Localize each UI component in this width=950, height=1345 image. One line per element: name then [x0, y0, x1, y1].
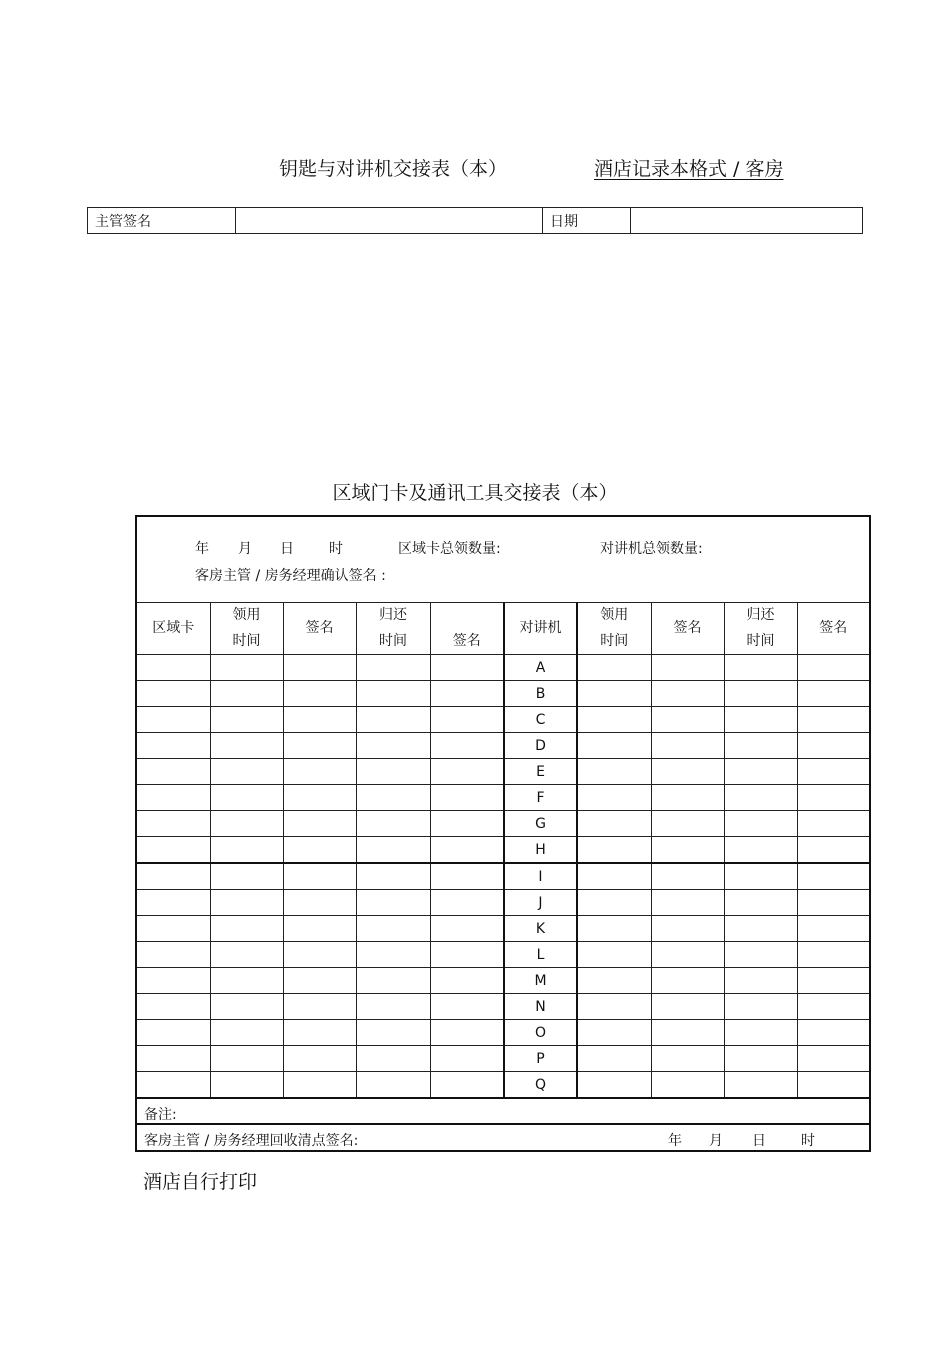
entry-cell[interactable]	[724, 863, 797, 890]
entry-cell[interactable]	[210, 759, 283, 785]
entry-cell[interactable]	[430, 890, 504, 916]
col-return-time: 归还 时间	[356, 602, 430, 655]
entry-cell[interactable]	[210, 968, 283, 994]
entry-cell[interactable]	[430, 811, 504, 837]
entry-cell[interactable]	[577, 759, 651, 785]
entry-cell[interactable]	[283, 785, 356, 811]
entry-cell[interactable]	[724, 1072, 797, 1098]
entry-cell[interactable]	[210, 655, 283, 681]
col-area-card: 区域卡	[137, 602, 210, 655]
radio-id-cell: P	[504, 1046, 577, 1072]
entry-cell[interactable]	[283, 994, 356, 1020]
entry-cell[interactable]	[577, 890, 651, 916]
entry-cell[interactable]	[283, 916, 356, 942]
entry-cell[interactable]	[283, 759, 356, 785]
entry-cell[interactable]	[356, 994, 430, 1020]
entry-cell[interactable]	[430, 837, 504, 864]
entry-cell[interactable]	[724, 968, 797, 994]
recover-sign-label: 客房主管 / 房务经理回收清点签名:	[144, 1133, 359, 1149]
col-radio-sign-2: 签名	[797, 602, 869, 655]
entry-cell[interactable]	[356, 707, 430, 733]
entry-cell[interactable]	[577, 968, 651, 994]
confirm-sign-label: 客房主管 / 房务经理确认签名 :	[195, 568, 386, 584]
column-header-row	[137, 602, 869, 655]
radio-id-cell: I	[504, 863, 577, 890]
table-row	[137, 1072, 869, 1098]
entry-cell[interactable]	[724, 942, 797, 968]
entry-cell[interactable]	[651, 837, 724, 864]
radio-id-cell: D	[504, 733, 577, 759]
entry-cell[interactable]	[724, 994, 797, 1020]
entry-cell[interactable]	[430, 942, 504, 968]
table-row	[137, 1046, 869, 1072]
entry-cell[interactable]	[797, 707, 869, 733]
header-month: 月	[238, 541, 252, 557]
radio-id-cell: Q	[504, 1072, 577, 1098]
entry-cell[interactable]	[356, 785, 430, 811]
entry-cell[interactable]	[724, 837, 797, 864]
entry-cell[interactable]	[210, 837, 283, 864]
table-row	[137, 994, 869, 1020]
recover-day: 日	[752, 1133, 766, 1149]
entry-cell[interactable]	[797, 811, 869, 837]
entry-cell[interactable]	[797, 655, 869, 681]
table-row	[137, 811, 869, 837]
entry-cell[interactable]	[137, 811, 210, 837]
entry-cell[interactable]	[577, 733, 651, 759]
entry-cell[interactable]	[724, 916, 797, 942]
entry-cell[interactable]	[577, 655, 651, 681]
entry-cell[interactable]	[651, 916, 724, 942]
remarks-label: 备注:	[144, 1107, 177, 1123]
entry-cell[interactable]	[137, 916, 210, 942]
table-row	[137, 681, 869, 707]
entry-cell[interactable]	[137, 1046, 210, 1072]
entry-cell[interactable]	[283, 707, 356, 733]
radio-id-cell: G	[504, 811, 577, 837]
entry-cell[interactable]	[356, 759, 430, 785]
grid-body	[137, 655, 869, 1098]
col-radio-sign: 签名	[651, 602, 724, 655]
entry-cell[interactable]	[651, 785, 724, 811]
entry-cell[interactable]	[651, 942, 724, 968]
entry-cell[interactable]	[430, 707, 504, 733]
entry-cell[interactable]	[430, 759, 504, 785]
entry-cell[interactable]	[797, 759, 869, 785]
table-row	[137, 942, 869, 968]
entry-cell[interactable]	[210, 733, 283, 759]
entry-cell[interactable]	[797, 1020, 869, 1046]
table-row	[137, 785, 869, 811]
entry-cell[interactable]	[210, 1020, 283, 1046]
entry-cell[interactable]	[210, 863, 283, 890]
entry-cell[interactable]	[797, 994, 869, 1020]
entry-cell[interactable]	[651, 811, 724, 837]
entry-cell[interactable]	[430, 785, 504, 811]
entry-cell[interactable]	[651, 733, 724, 759]
entry-cell[interactable]	[430, 916, 504, 942]
entry-cell[interactable]	[724, 707, 797, 733]
entry-cell[interactable]	[797, 837, 869, 864]
radio-id-cell: A	[504, 655, 577, 681]
date-field[interactable]	[631, 208, 863, 234]
entry-cell[interactable]	[356, 655, 430, 681]
entry-cell[interactable]	[577, 863, 651, 890]
entry-cell[interactable]	[651, 681, 724, 707]
entry-cell[interactable]	[137, 785, 210, 811]
entry-cell[interactable]	[356, 1072, 430, 1098]
entry-cell[interactable]	[137, 942, 210, 968]
entry-cell[interactable]	[724, 811, 797, 837]
entry-cell[interactable]	[577, 942, 651, 968]
card-total-label: 区域卡总领数量:	[398, 541, 501, 557]
entry-cell[interactable]	[651, 994, 724, 1020]
entry-cell[interactable]	[356, 968, 430, 994]
recover-row	[137, 1123, 869, 1149]
entry-cell[interactable]	[137, 890, 210, 916]
entry-cell[interactable]	[430, 968, 504, 994]
radio-id-cell: C	[504, 707, 577, 733]
table-row	[137, 707, 869, 733]
entry-cell[interactable]	[651, 1046, 724, 1072]
entry-cell[interactable]	[724, 785, 797, 811]
form-title-keys: 钥匙与对讲机交接表（本）	[279, 158, 508, 180]
table-row	[137, 837, 869, 864]
entry-cell[interactable]	[724, 1046, 797, 1072]
entry-cell[interactable]	[283, 1072, 356, 1098]
entry-cell[interactable]	[651, 1072, 724, 1098]
entry-cell[interactable]	[356, 733, 430, 759]
entry-cell[interactable]	[797, 890, 869, 916]
entry-cell[interactable]	[137, 1020, 210, 1046]
entry-cell[interactable]	[724, 733, 797, 759]
entry-cell[interactable]	[797, 785, 869, 811]
table-row	[137, 1020, 869, 1046]
entry-cell[interactable]	[356, 863, 430, 890]
entry-cell[interactable]	[797, 968, 869, 994]
entry-cell[interactable]	[724, 759, 797, 785]
handover-form	[135, 515, 871, 1152]
entry-cell[interactable]	[283, 942, 356, 968]
entry-cell[interactable]	[210, 916, 283, 942]
entry-cell[interactable]	[356, 942, 430, 968]
entry-cell[interactable]	[651, 707, 724, 733]
entry-cell[interactable]	[137, 837, 210, 864]
entry-cell[interactable]	[356, 811, 430, 837]
entry-cell[interactable]	[137, 733, 210, 759]
header-day: 日	[280, 541, 294, 557]
entry-cell[interactable]	[797, 863, 869, 890]
table-row	[137, 733, 869, 759]
col-sign: 签名	[283, 602, 356, 655]
col-radio-receive-time: 领用 时间	[577, 602, 651, 655]
header-year: 年	[195, 541, 209, 557]
entry-cell[interactable]	[430, 655, 504, 681]
recover-month: 月	[709, 1133, 723, 1149]
entry-cell[interactable]	[651, 759, 724, 785]
supervisor-sign-label: 主管签名	[88, 208, 236, 234]
date-label: 日期	[543, 208, 631, 234]
entry-cell[interactable]	[430, 733, 504, 759]
entry-cell[interactable]	[577, 681, 651, 707]
radio-id-cell: H	[504, 837, 577, 864]
entry-cell[interactable]	[210, 1072, 283, 1098]
entry-cell[interactable]	[356, 837, 430, 864]
entry-cell[interactable]	[577, 837, 651, 864]
radio-id-cell: L	[504, 942, 577, 968]
entry-cell[interactable]	[356, 681, 430, 707]
col-sign-2: 签名	[430, 602, 504, 655]
entry-cell[interactable]	[283, 1046, 356, 1072]
entry-cell[interactable]	[137, 655, 210, 681]
entry-cell[interactable]	[137, 863, 210, 890]
table-row	[137, 916, 869, 942]
header-hour: 时	[329, 541, 343, 557]
table-row	[137, 968, 869, 994]
entry-cell[interactable]	[724, 1020, 797, 1046]
entry-cell[interactable]	[651, 863, 724, 890]
entry-cell[interactable]	[651, 1020, 724, 1046]
radio-total-label: 对讲机总领数量:	[600, 541, 703, 557]
entry-cell[interactable]	[356, 1020, 430, 1046]
entry-cell[interactable]	[137, 968, 210, 994]
entry-cell[interactable]	[430, 1072, 504, 1098]
entry-cell[interactable]	[210, 942, 283, 968]
entry-cell[interactable]	[283, 681, 356, 707]
entry-cell[interactable]	[210, 811, 283, 837]
entry-cell[interactable]	[137, 707, 210, 733]
handover-grid	[137, 602, 869, 1098]
entry-cell[interactable]	[651, 890, 724, 916]
entry-cell[interactable]	[210, 707, 283, 733]
entry-cell[interactable]	[137, 994, 210, 1020]
radio-id-cell: F	[504, 785, 577, 811]
entry-cell[interactable]	[210, 1046, 283, 1072]
recover-year: 年	[668, 1133, 682, 1149]
table-row	[137, 759, 869, 785]
table-row	[137, 655, 869, 681]
radio-id-cell: B	[504, 681, 577, 707]
entry-cell[interactable]	[283, 968, 356, 994]
table-row	[137, 863, 869, 890]
entry-cell[interactable]	[651, 655, 724, 681]
entry-cell[interactable]	[283, 863, 356, 890]
entry-cell[interactable]	[430, 1020, 504, 1046]
entry-cell[interactable]	[577, 1020, 651, 1046]
entry-cell[interactable]	[797, 942, 869, 968]
supervisor-table	[87, 207, 863, 234]
entry-cell[interactable]	[577, 707, 651, 733]
table-row	[137, 890, 869, 916]
col-receive-time: 领用 时间	[210, 602, 283, 655]
supervisor-sign-field[interactable]	[236, 208, 543, 234]
entry-cell[interactable]	[430, 1046, 504, 1072]
entry-cell[interactable]	[283, 837, 356, 864]
entry-cell[interactable]	[356, 1046, 430, 1072]
form-format-label: 酒店记录本格式 / 客房	[594, 158, 784, 180]
entry-cell[interactable]	[577, 785, 651, 811]
form-header	[137, 517, 869, 603]
entry-cell[interactable]	[797, 1046, 869, 1072]
entry-cell[interactable]	[577, 916, 651, 942]
radio-id-cell: E	[504, 759, 577, 785]
footer-note: 酒店自行打印	[143, 1171, 258, 1193]
entry-cell[interactable]	[797, 916, 869, 942]
entry-cell[interactable]	[210, 785, 283, 811]
entry-cell[interactable]	[577, 1046, 651, 1072]
col-radio-return-time: 归还 时间	[724, 602, 797, 655]
entry-cell[interactable]	[577, 811, 651, 837]
entry-cell[interactable]	[283, 655, 356, 681]
entry-cell[interactable]	[137, 759, 210, 785]
entry-cell[interactable]	[651, 968, 724, 994]
entry-cell[interactable]	[356, 916, 430, 942]
entry-cell[interactable]	[210, 890, 283, 916]
radio-id-cell: M	[504, 968, 577, 994]
entry-cell[interactable]	[797, 733, 869, 759]
section-title: 区域门卡及通讯工具交接表（本）	[332, 482, 618, 504]
entry-cell[interactable]	[137, 1072, 210, 1098]
entry-cell[interactable]	[430, 994, 504, 1020]
entry-cell[interactable]	[283, 733, 356, 759]
radio-id-cell: O	[504, 1020, 577, 1046]
entry-cell[interactable]	[283, 890, 356, 916]
entry-cell[interactable]	[577, 994, 651, 1020]
entry-cell[interactable]	[797, 1072, 869, 1098]
entry-cell[interactable]	[797, 681, 869, 707]
entry-cell[interactable]	[137, 681, 210, 707]
entry-cell[interactable]	[724, 655, 797, 681]
radio-id-cell: N	[504, 994, 577, 1020]
radio-id-cell: J	[504, 890, 577, 916]
entry-cell[interactable]	[577, 1072, 651, 1098]
entry-cell[interactable]	[210, 681, 283, 707]
entry-cell[interactable]	[430, 863, 504, 890]
radio-id-cell: K	[504, 916, 577, 942]
entry-cell[interactable]	[283, 1020, 356, 1046]
entry-cell[interactable]	[430, 681, 504, 707]
entry-cell[interactable]	[724, 681, 797, 707]
entry-cell[interactable]	[283, 811, 356, 837]
entry-cell[interactable]	[210, 994, 283, 1020]
entry-cell[interactable]	[356, 890, 430, 916]
recover-hour: 时	[801, 1133, 815, 1149]
entry-cell[interactable]	[724, 890, 797, 916]
col-radio: 对讲机	[504, 602, 577, 655]
